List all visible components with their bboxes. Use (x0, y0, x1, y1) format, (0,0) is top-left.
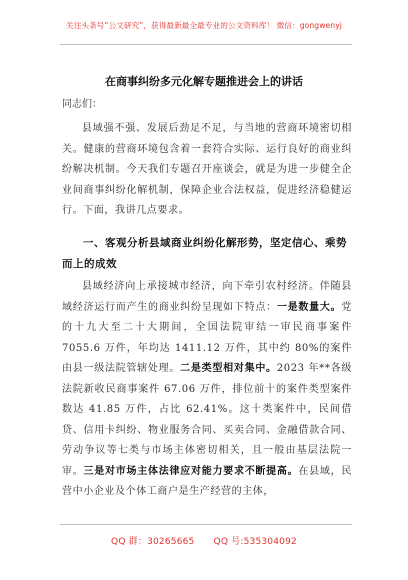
footer (0, 534, 408, 547)
header-divider (60, 44, 352, 45)
bold-point-1: 一是数量大。 (276, 301, 342, 313)
bold-point-3: 三是对市场主体法律应对能力要求不断提高。 (83, 465, 299, 477)
section-heading-1: 一、客观分析县域商业纠纷化解形势，坚定信心、乘势而上的成效 (62, 237, 347, 270)
salutation: 同志们： (62, 99, 102, 110)
paragraph-text: 2023 年**各级法院新收民商事案件 67.06 万件，排位前十的案件类型案件数达 41.85 万件，占比 62.41%。这十类案件中，民间借贷、信用卡纠纷、物业服务合同、买卖合同、金融借款合同、劳动争议等七类与市场主体密切相关，且一般由基层法院一审。 (62, 363, 352, 477)
paragraph-text: 党的十九大至二十大期间，全国法院审结一审民商事案件 7055.6 万件，年均达 1411.12 万件，其中约 80%的案件由县一级法院管辖处理。 (62, 301, 353, 374)
paragraph-intro: 县域强不强、发展后劲足不足，与当地的营商环境密切相关。健康的营商环境包含着一套符合实际、运行良好的商业纠纷解决机制。今天我们专题召开座谈会，就是为进一步健全企业间商事纠纷化解机制，保障企业合法权益，促进经济稳健运行。下面，我讲几点要求。 (62, 123, 352, 216)
footer-divider (60, 524, 352, 525)
footer-qq-number: QQ 号:535304092 (213, 537, 297, 547)
document-title: 在商事纠纷多元化解专题推进会上的讲话 (105, 75, 303, 88)
header-banner: 关注头条号“公文研究”，获得最新最全最专业的公文资料库！ 微信：gongwenyj (66, 21, 342, 30)
paragraph-section-1 (62, 277, 352, 503)
paragraph-text: 在县域，民营中小企业及个体工商户是生产经营的主体， (62, 465, 353, 497)
paragraph-text: 县域经济向上承接城市经济，向下牵引农村经济。伴随县域经济运行而产生的商业纠纷呈现如下特点： (62, 281, 352, 313)
bold-point-2: 二是类型相对集中。 (180, 363, 277, 374)
footer-qq-group: QQ 群：30265665 (111, 537, 195, 547)
